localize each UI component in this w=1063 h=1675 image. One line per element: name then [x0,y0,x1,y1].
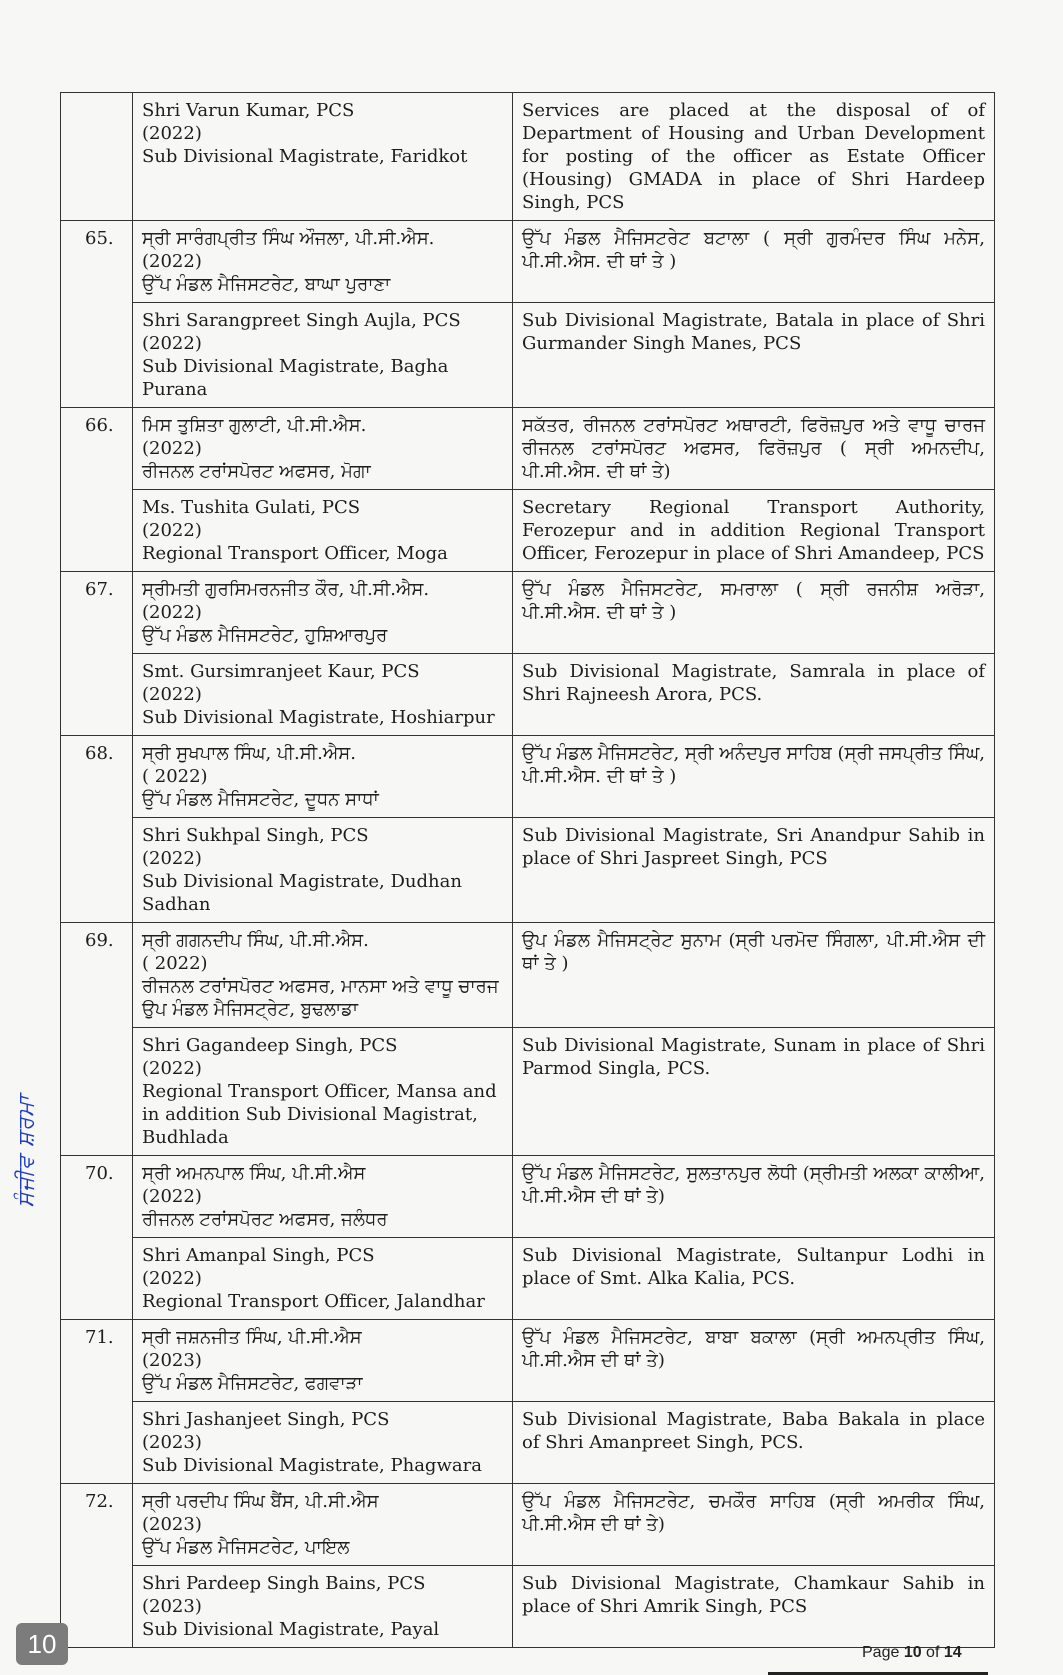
table-row [61,818,995,923]
officer-line: Sub Divisional Magistrate, Hoshiarpur [142,707,495,728]
officer-line: (2022) [142,602,202,623]
officer-cell [133,1402,513,1484]
officer-line: (2022) [142,1058,202,1079]
officer-line: Shri Amanpal Singh, PCS [142,1245,375,1266]
posting-detail-cell: Sub Divisional Magistrate, Batala in place of Shri Gurmander Singh Manes, PCS [513,303,995,408]
officer-line: Sub Divisional Magistrate, Phagwara [142,1455,482,1476]
posting-detail-cell: Sub Divisional Magistrate, Sultanpur Lodhi in place of Smt. Alka Kalia, PCS. [513,1238,995,1320]
officer-line: (2022) [142,333,202,354]
page-footer [862,1644,962,1662]
officer-line: ਉੱਪ ਮੰਡਲ ਮੈਜਿਸਟਰੇਟ, ਦੂਧਨ ਸਾਧਾਂ [142,789,379,810]
officer-line: (2022) [142,520,202,541]
officer-line: ਸ੍ਰੀ ਪਰਦੀਪ ਸਿੰਘ ਬੈਂਸ, ਪੀ.ਸੀ.ਐਸ [142,1491,379,1512]
table-row [61,1484,995,1566]
posting-detail-cell: ਉੱਪ ਮੰਡਲ ਮੈਜਿਸਟਰੇਟ, ਬਾਬਾ ਬਕਾਲਾ (ਸ੍ਰੀ ਅਮਨਪ੍ਰੀਤ ਸਿੰਘ, ਪੀ.ਸੀ.ਐਸ ਦੀ ਥਾਂ ਤੇ) [513,1320,995,1402]
table-row [61,923,995,1028]
serial-number-cell: 70. [61,1156,133,1320]
posting-detail-cell: Sub Divisional Magistrate, Samrala in place of Shri Rajneesh Arora, PCS. [513,654,995,736]
officer-line: Shri Pardeep Singh Bains, PCS [142,1573,426,1594]
serial-number-cell: 67. [61,572,133,736]
officer-cell [133,1484,513,1566]
serial-number-cell: 65. [61,221,133,408]
officer-line: Shri Varun Kumar, PCS [142,100,355,121]
posting-detail-cell: Sub Divisional Magistrate, Sunam in place of Shri Parmod Singla, PCS. [513,1028,995,1156]
officer-cell [133,1156,513,1238]
officer-line: ( 2022) [142,953,208,974]
officer-cell [133,303,513,408]
footer-current-page: 10 [903,1644,922,1661]
officer-line: ਰੀਜਨਲ ਟਰਾਂਸਪੋਰਟ ਅਫਸਰ, ਜਲੰਧਰ [142,1209,388,1230]
officer-line: Sub Divisional Magistrate, Bagha Purana [142,356,449,400]
table-row [61,221,995,303]
posting-detail-cell: Secretary Regional Transport Authority, Ferozepur and in addition Regional Transport Officer, Ferozepur in place of Shri Amandeep, PCS [513,490,995,572]
posting-detail-cell: ਉੱਪ ਮੰਡਲ ਮੈਜਿਸਟਰੇਟ, ਸਮਰਾਲਾ ( ਸ੍ਰੀ ਰਜਨੀਸ਼ ਅਰੋੜਾ, ਪੀ.ਸੀ.ਐਸ. ਦੀ ਥਾਂ ਤੇ ) [513,572,995,654]
officer-line: ਸ੍ਰੀ ਜਸ਼ਨਜੀਤ ਸਿੰਘ, ਪੀ.ਸੀ.ਐਸ [142,1327,362,1348]
officer-line: Regional Transport Officer, Moga [142,543,448,564]
table-row [61,1238,995,1320]
table-row [61,490,995,572]
serial-number-cell: 72. [61,1484,133,1648]
footer-prefix: Page [862,1644,904,1661]
serial-number-cell: 68. [61,736,133,923]
table-row [61,1320,995,1402]
page-number-badge: 10 [16,1623,68,1665]
table-row [61,1156,995,1238]
officer-line: ਉੱਪ ਮੰਡਲ ਮੈਜਿਸਟਰੇਟ, ਫਗਵਾੜਾ [142,1373,363,1394]
posting-detail-cell: Services are placed at the disposal of of Department of Housing and Urban Development for posting of the officer as Estate Officer (Housing) GMADA in place of Shri Hardeep Singh, PCS [513,93,995,221]
officer-cell [133,490,513,572]
officer-line: (2022) [142,251,202,272]
officer-line: (2022) [142,123,202,144]
officer-line: (2023) [142,1432,202,1453]
officer-line: Sub Divisional Magistrate, Dudhan Sadhan [142,871,462,915]
officer-cell [133,408,513,490]
officer-line: Shri Gagandeep Singh, PCS [142,1035,398,1056]
posting-detail-cell: ਉਪ ਮੰਡਲ ਮੈਜਿਸਟ੍ਰੇਟ ਸੁਨਾਮ (ਸ੍ਰੀ ਪਰਮੋਦ ਸਿੰਗਲਾ, ਪੀ.ਸੀ.ਐਸ ਦੀ ਥਾਂ ਤੇ ) [513,923,995,1028]
officer-line: Smt. Gursimranjeet Kaur, PCS [142,661,420,682]
table-row [61,736,995,818]
officer-cell [133,1238,513,1320]
officer-line: ਸ੍ਰੀਮਤੀ ਗੁਰਸਿਮਰਨਜੀਤ ਕੌਰ, ਪੀ.ਸੀ.ਐਸ. [142,579,430,600]
serial-number-cell [61,93,133,221]
officer-line: ਸ੍ਰੀ ਸਾਰੰਗਪ੍ਰੀਤ ਸਿੰਘ ਔਜਲਾ, ਪੀ.ਸੀ.ਐਸ. [142,228,435,249]
table-row [61,1566,995,1648]
table-row [61,408,995,490]
handwritten-signature: ਸੰਜੀਵ ਸ਼ਰਮਾ [14,1095,39,1208]
officer-line: (2022) [142,1186,202,1207]
posting-detail-cell: Sub Divisional Magistrate, Sri Anandpur Sahib in place of Shri Jaspreet Singh, PCS [513,818,995,923]
officer-cell [133,923,513,1028]
footer-middle: of [921,1644,944,1661]
officer-cell [133,221,513,303]
officer-line: ਮਿਸ ਤੁਸ਼ਿਤਾ ਗੁਲਾਟੀ, ਪੀ.ਸੀ.ਐਸ. [142,415,367,436]
officer-line: (2022) [142,848,202,869]
officer-cell [133,93,513,221]
officer-line: Ms. Tushita Gulati, PCS [142,497,361,518]
table-row [61,303,995,408]
table-body [61,93,995,1648]
table-row [61,1028,995,1156]
officer-line: ਸ੍ਰੀ ਸੁਖਪਾਲ ਸਿੰਘ, ਪੀ.ਸੀ.ਐਸ. [142,743,356,764]
officer-line: ਸ੍ਰੀ ਗਗਨਦੀਪ ਸਿੰਘ, ਪੀ.ਸੀ.ਐਸ. [142,930,369,951]
posting-detail-cell: ਉੱਪ ਮੰਡਲ ਮੈਜਿਸਟਰੇਟ, ਸੁਲਤਾਨਪੁਰ ਲੋਧੀ (ਸ੍ਰੀਮਤੀ ਅਲਕਾ ਕਾਲੀਆ, ਪੀ.ਸੀ.ਐਸ ਦੀ ਥਾਂ ਤੇ) [513,1156,995,1238]
officer-line: ਉੱਪ ਮੰਡਲ ਮੈਜਿਸਟਰੇਟ, ਪਾਇਲ [142,1537,350,1558]
officer-cell [133,1028,513,1156]
posting-detail-cell: ਸਕੱਤਰ, ਰੀਜਨਲ ਟਰਾਂਸਪੋਰਟ ਅਥਾਰਟੀ, ਫਿਰੋਜ਼ਪੁਰ ਅਤੇ ਵਾਧੂ ਚਾਰਜ ਰੀਜਨਲ ਟਰਾਂਸਪੋਰਟ ਅਫਸਰ, ਫਿਰੋਜ਼ਪੁਰ ( ਸ੍ਰੀ ਅਮਨਦੀਪ, ਪੀ.ਸੀ.ਐਸ. ਦੀ ਥਾਂ ਤੇ) [513,408,995,490]
serial-number-cell: 71. [61,1320,133,1484]
officer-line: (2023) [142,1596,202,1617]
officer-cell [133,818,513,923]
table-row [61,572,995,654]
serial-number-cell: 69. [61,923,133,1156]
officer-cell [133,1320,513,1402]
officer-line: (2022) [142,438,202,459]
officer-line: (2023) [142,1350,202,1371]
posting-detail-cell: Sub Divisional Magistrate, Baba Bakala in place of Shri Amanpreet Singh, PCS. [513,1402,995,1484]
officer-cell [133,1566,513,1648]
table-row [61,1402,995,1484]
officer-line: ਸ੍ਰੀ ਅਮਨਪਾਲ ਸਿੰਘ, ਪੀ.ਸੀ.ਐਸ [142,1163,366,1184]
officer-cell [133,654,513,736]
officer-line: ਰੀਜਨਲ ਟਰਾਂਸਪੋਰਟ ਅਫਸਰ, ਮਾਨਸਾ ਅਤੇ ਵਾਧੂ ਚਾਰਜ ਉਪ ਮੰਡਲ ਮੈਜਿਸਟ੍ਰੇਟ, ਬੁਢਲਾਡਾ [142,976,499,1020]
officer-line: ਰੀਜਨਲ ਟਰਾਂਸਪੋਰਟ ਅਫਸਰ, ਮੋਗਾ [142,461,371,482]
serial-number-cell: 66. [61,408,133,572]
officer-line: Sub Divisional Magistrate, Faridkot [142,146,468,167]
officer-line: ਉੱਪ ਮੰਡਲ ਮੈਜਿਸਟਰੇਟ, ਹੁਸ਼ਿਆਰਪੁਰ [142,625,388,646]
officer-line: Shri Sukhpal Singh, PCS [142,825,369,846]
officer-cell [133,736,513,818]
table-row [61,654,995,736]
officer-line: Regional Transport Officer, Jalandhar [142,1291,485,1312]
footer-total-pages: 14 [943,1644,962,1661]
posting-detail-cell: ਉੱਪ ਮੰਡਲ ਮੈਜਿਸਟਰੇਟ ਬਟਾਲਾ ( ਸ੍ਰੀ ਗੁਰਮੰਦਰ ਸਿੰਘ ਮਨੇਸ, ਪੀ.ਸੀ.ਐਸ. ਦੀ ਥਾਂ ਤੇ ) [513,221,995,303]
officer-line: Shri Jashanjeet Singh, PCS [142,1409,390,1430]
posting-detail-cell: ਉੱਪ ਮੰਡਲ ਮੈਜਿਸਟਰੇਟ, ਚਮਕੌਰ ਸਾਹਿਬ (ਸ੍ਰੀ ਅਮਰੀਕ ਸਿੰਘ, ਪੀ.ਸੀ.ਐਸ ਦੀ ਥਾਂ ਤੇ) [513,1484,995,1566]
officer-line: ਉੱਪ ਮੰਡਲ ਮੈਜਿਸਟਰੇਟ, ਬਾਘਾ ਪੁਰਾਣਾ [142,274,391,295]
posting-detail-cell: ਉੱਪ ਮੰਡਲ ਮੈਜਿਸਟਰੇਟ, ਸ੍ਰੀ ਅਨੰਦਪੁਰ ਸਾਹਿਬ (ਸ੍ਰੀ ਜਸਪ੍ਰੀਤ ਸਿੰਘ, ਪੀ.ਸੀ.ਐਸ. ਦੀ ਥਾਂ ਤੇ ) [513,736,995,818]
officer-line: Shri Sarangpreet Singh Aujla, PCS [142,310,461,331]
officer-line: Regional Transport Officer, Mansa and in addition Sub Divisional Magistrat, Budhlada [142,1081,497,1148]
officer-line: (2023) [142,1514,202,1535]
officer-line: (2022) [142,684,202,705]
table-row [61,93,995,221]
officer-line: ( 2022) [142,766,208,787]
officer-line: Sub Divisional Magistrate, Payal [142,1619,440,1640]
officer-line: (2022) [142,1268,202,1289]
posting-detail-cell: Sub Divisional Magistrate, Chamkaur Sahib in place of Shri Amrik Singh, PCS [513,1566,995,1648]
posting-orders-table [60,92,995,1648]
officer-cell [133,572,513,654]
